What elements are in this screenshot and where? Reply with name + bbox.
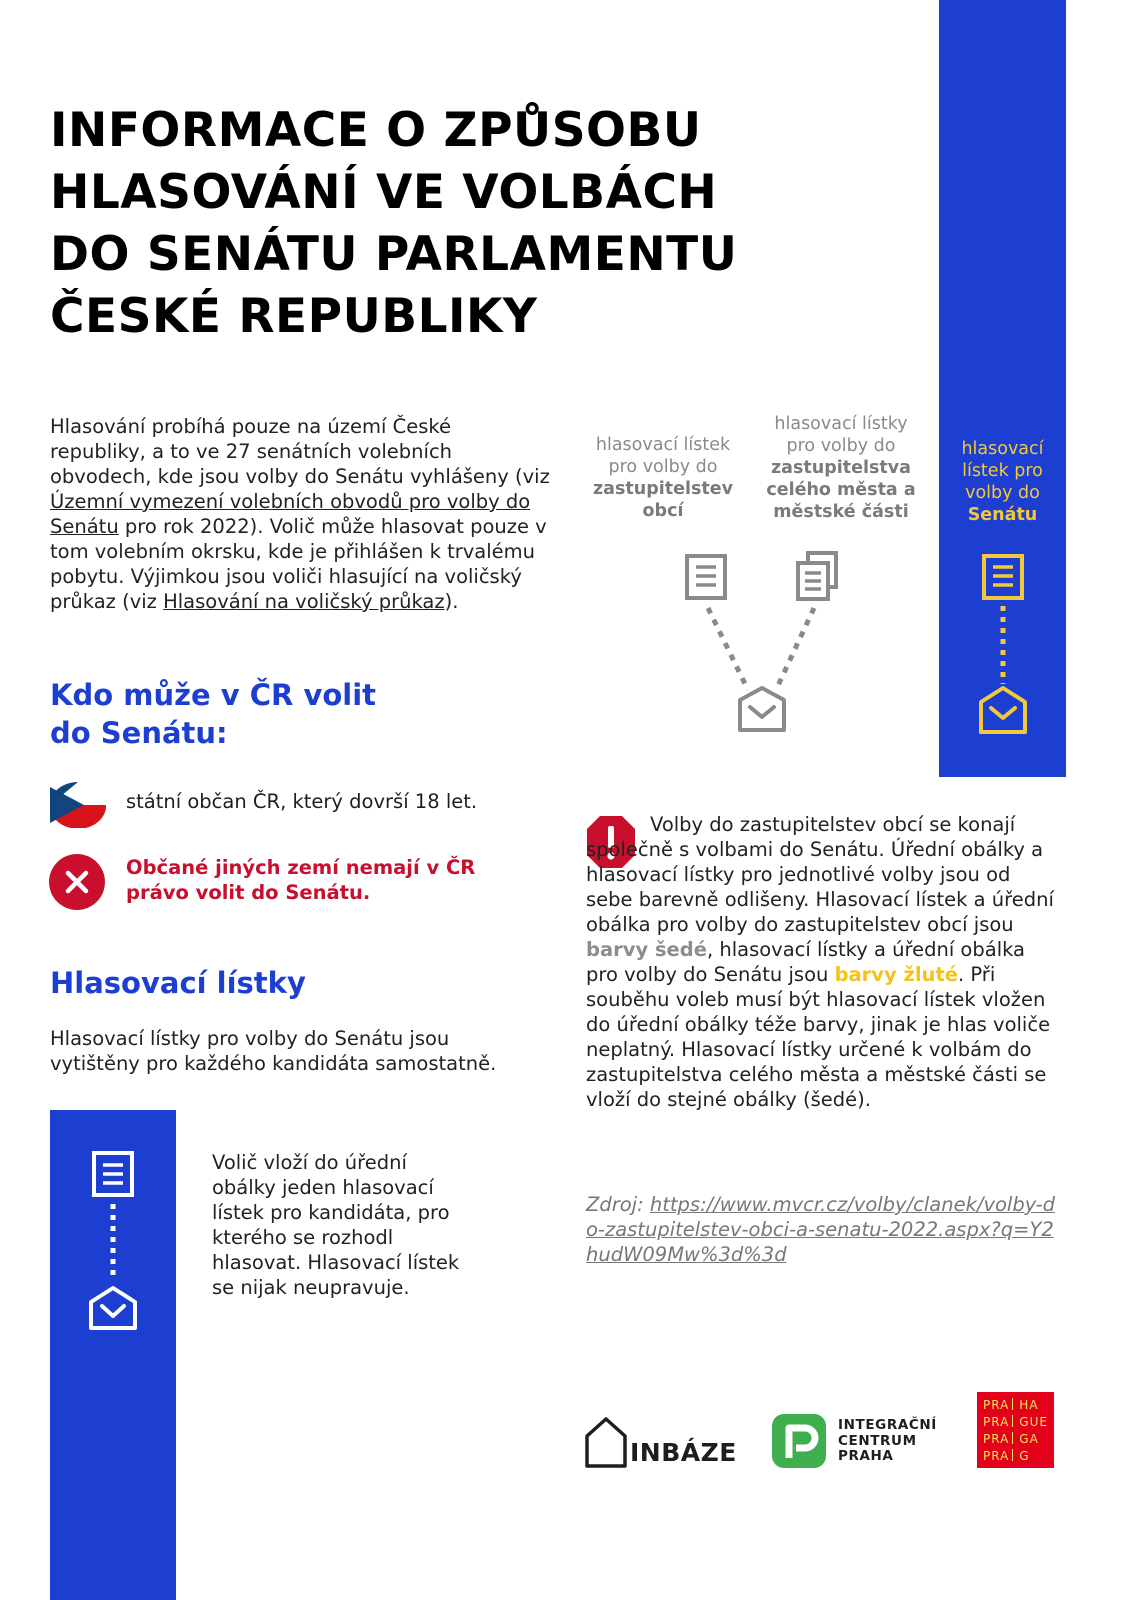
inbaze-logo: [584, 1416, 737, 1470]
ballots-heading: Hlasovací lístky: [50, 966, 306, 1000]
ballot-icon: [90, 1150, 136, 1198]
icp-text: INTEGRAČNÍ CENTRUM PRAHA: [838, 1417, 937, 1464]
title-line-4: ČESKÉ REPUBLIKY: [50, 289, 538, 344]
dotted-arrow-icon: [108, 1202, 118, 1282]
czech-flag-icon: [50, 782, 106, 828]
title-line-1: INFORMACE O ZPŮSOBU: [50, 103, 702, 158]
gray-color-label: barvy šedé: [586, 938, 707, 961]
title-line-2: HLASOVÁNÍ VE VOLBÁCH: [50, 165, 718, 220]
ballot-instruction: Volič vloží do úřední obálky jeden hlasovací lístek pro kandidáta, pro kterého se rozhodl hlasovat. Hlasovací lístek se nijak neupravuje.: [212, 1151, 460, 1299]
senate-ballot-label: hlasovací lístek pro volby do Senátu: [961, 439, 1044, 525]
icp-mark-icon: [772, 1414, 826, 1468]
ballots-text: Hlasovací lístky pro volby do Senátu jsou vytištěny pro každého kandidáta samostatně.: [50, 1027, 497, 1075]
source-citation: Zdroj: https://www.mvcr.cz/volby/clanek/volby-do-zastupitelstev-obci-a-senatu-2022.aspx?q=Y2hudW09Mw%3d%3d: [586, 1193, 1055, 1266]
title-line-3: DO SENÁTU PARLAMENTU: [50, 227, 738, 282]
intro-paragraph: Hlasování probíhá pouze na území České republiky, a to ve 27 senátních volebních obvodech, kde jsou volby do Senátu vyhlášeny (viz Územní vymezení volebních obvodů pro volby do Senátu pro rok 2022). Volič může hlasovat pouze v tom volebním okrsku, kde je přihlášen k trvalému pobytu. Výjimkou jsou voliči hlasující na voličský průkaz (viz Hlasování na voličský průkaz).: [50, 415, 550, 613]
notice-paragraph: Volby do zastupitelstev obcí se konají společně s volbami do Senátu. Úřední obálky a hlasovací lístky pro jednotlivé volby jsou od sebe barevně odlišeny. Hlasovací lístek a úřední obálka pro volby do zastupitelstev obcí jsou barvy šedé, hlasovací lístky a úřední obálka pro volby do Senátu jsou barvy žluté. Při souběhu voleb musí být hlasovací lístek vložen do úřední obálky téže barvy, jinak je hlas voliče neplatný. Hlasovací lístky určené k volbám do zastupitelstva celého města a městské části se vloží do stejné obálky (šedé).: [586, 813, 1054, 1111]
municipal-ballot-label: hlasovací lístek pro volby do zastupitelstev obcí: [592, 435, 734, 521]
inbaze-text: INBÁZE: [630, 1438, 737, 1467]
yellow-ballot-diagram: [976, 552, 1030, 738]
yellow-color-label: barvy žluté: [834, 963, 958, 986]
link-district-boundaries[interactable]: Územní vymezení volebních obvodů pro volby do Senátu: [50, 490, 531, 538]
foreigners-text: Občané jiných zemí nemají v ČR právo volit do Senátu.: [126, 856, 476, 904]
page-title: [50, 100, 910, 348]
envelope-icon: [87, 1284, 139, 1332]
gray-double-ballot-icon: [798, 553, 836, 599]
yellow-ballot-icon: [984, 556, 1022, 598]
source-link[interactable]: https://www.mvcr.cz/volby/clanek/volby-do-zastupitelstev-obci-a-senatu-2022.aspx?q=Y2hudW09Mw%3d%3d: [586, 1193, 1055, 1266]
icp-logo: [772, 1414, 942, 1470]
city-ballot-label: hlasovací lístky pro volby do zastupitelstva celého města a městské části: [766, 414, 916, 522]
yellow-envelope-icon: [981, 688, 1025, 732]
who-can-vote-heading: Kdo může v ČR volit do Senátu:: [50, 678, 377, 750]
link-voter-card[interactable]: Hlasování na voličský průkaz: [163, 590, 445, 613]
gray-envelope-icon: [740, 688, 784, 730]
citizen-text: státní občan ČR, který dovrší 18 let.: [126, 790, 478, 813]
gray-ballot-diagram: [670, 550, 870, 740]
house-icon: [584, 1416, 628, 1468]
close-icon: [49, 854, 105, 910]
praha-logo: PRA HA PRA GUE PRA GA PRA G: [977, 1392, 1054, 1468]
gray-ballot-icon: [687, 556, 725, 598]
